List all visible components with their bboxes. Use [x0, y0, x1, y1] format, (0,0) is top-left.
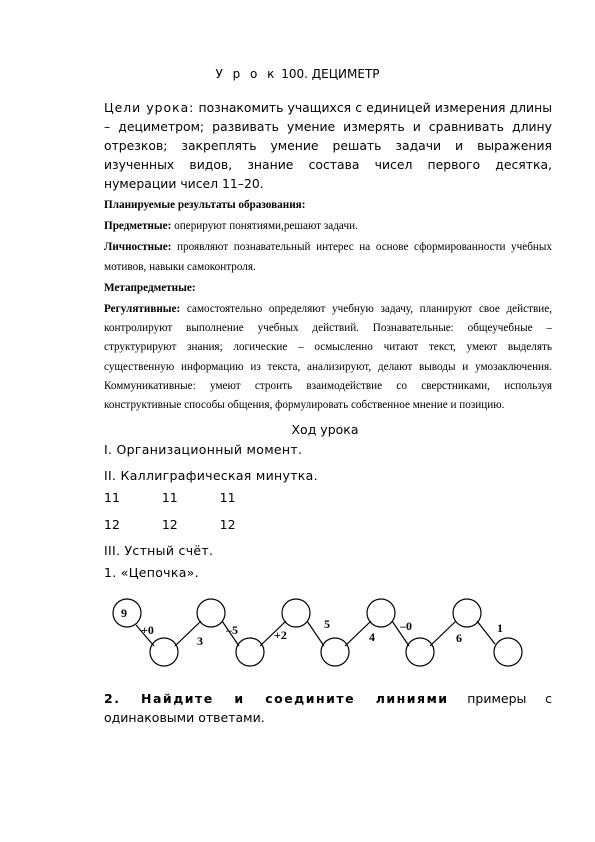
chain-circle [150, 638, 178, 666]
task-2-rest: примеры с одинаковыми ответами. [104, 691, 552, 725]
chain-label: +0 [141, 623, 154, 637]
chain-circle [367, 599, 395, 627]
chain-circle [236, 638, 264, 666]
subject-text: оперируют понятиями,решают задачи. [171, 220, 358, 233]
goals-text: познакомить учащихся с единицей измерения длины – дециметром; развивать умение измерять и сравнивать длину отрезков; закреплять умение решать задачи и выражения изученных видов, знание состава чисел первого десятка, нумерации чисел 11–20. [104, 100, 552, 191]
chain-connector [307, 621, 324, 646]
results-heading: Планируемые результаты образования: [104, 199, 306, 211]
personal-text: проявляют познавательный интерес на основе сформированности учебных мотивов, навыки самоконтроля. [104, 241, 552, 273]
calligraphy-row-1: 11 11 11 [104, 490, 236, 505]
section-org: I. Организационный момент. [104, 442, 303, 457]
course-heading: Ход урока [291, 422, 359, 437]
chain-label: 3 [197, 634, 203, 648]
task-2-number: 2. [104, 691, 121, 706]
chain-circle [113, 599, 141, 627]
chain-circle [197, 599, 225, 627]
chain-circle [494, 638, 522, 666]
chain-connector [477, 621, 495, 644]
chain-label: 4 [369, 630, 375, 644]
chain-connector [345, 621, 371, 646]
chain-label: –0 [400, 619, 412, 633]
chain-title: 1. «Цепочка». [104, 565, 199, 580]
chain-label: +2 [274, 628, 287, 642]
chain-label: 5 [324, 617, 330, 631]
meta-heading: Метапредметные: [104, 281, 196, 294]
chain-circle [321, 638, 349, 666]
chain-label: 6 [456, 631, 462, 645]
section-calligraphy: II. Каллиграфическая минутка. [104, 468, 318, 483]
lesson-title-rest: 100. ДЕЦИМЕТР [277, 67, 380, 81]
chain-label: 1 [497, 621, 503, 635]
task-2 [104, 689, 552, 727]
calligraphy-row-2: 12 12 12 [104, 517, 236, 532]
chain-circle [453, 599, 481, 627]
section-oral: III. Устный счёт. [104, 543, 214, 558]
chain-start-number: 9 [121, 606, 127, 620]
regulatory-text: самостоятельно определяют учебную задачу, планируют свое действие, контролируют выполнение учебных действий. Познавательные: общеучебные – структурируют знания; логические – осмысленно читают текст, умеют выделять существенную информацию из текста, анализируют, делают выводы и умозаключения. Коммуникативные: умеют строить взаимодействие со сверстниками, используя конструктивные способы общения, формулировать собственное мнение и позицию. [104, 303, 552, 412]
goals-label: Цели урока: [104, 100, 195, 115]
subject-label: Предметные: [104, 220, 172, 233]
chain-connector [430, 621, 456, 646]
task-2-instruction: Найдите и соедините линиями [120, 691, 449, 706]
lesson-title-prefix: У р о к [215, 67, 278, 81]
chain-circle [282, 599, 310, 627]
personal-label: Личностные: [104, 241, 172, 254]
chain-circle [406, 638, 434, 666]
regulatory-label: Регулятивные: [104, 303, 181, 316]
chain-label: –5 [226, 623, 238, 637]
